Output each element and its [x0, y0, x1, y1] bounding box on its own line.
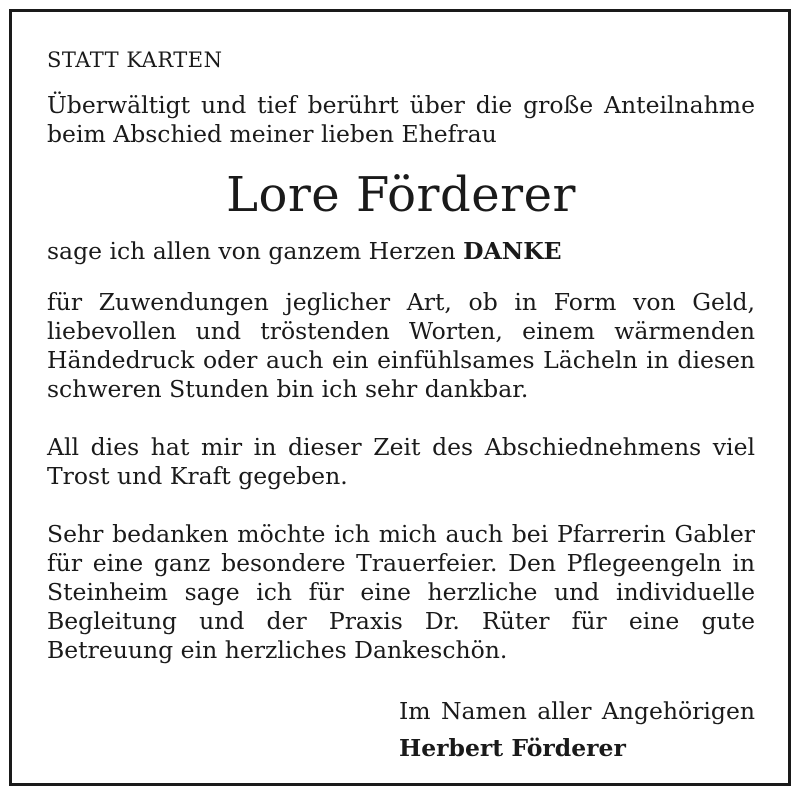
paragraph-acknowledgements: Sehr bedanken möchte ich mich auch bei Pfarrerin Gabler für eine ganz besondere Trauerfeier. Den Pflegeengeln in Steinheim sage ich für eine herzliche und individuelle Begleitung und der Praxis Dr. Rüter für eine gute Betreuung ein herzliches Dankeschön.	[47, 520, 755, 664]
thanks-line	[47, 237, 755, 266]
signature-name: Herbert Förderer	[399, 734, 626, 762]
paragraph-comfort: All dies hat mir in dieser Zeit des Abschiednehmens viel Trost und Kraft gegeben.	[47, 433, 755, 490]
closing-line: Im Namen aller Angehörigen	[399, 697, 755, 725]
notice-content	[47, 46, 755, 763]
signature-block	[399, 697, 755, 763]
notice-header: STATT KARTEN	[47, 48, 223, 72]
intro-line-1: Überwältigt und tief berührt über die große Anteilnahme	[47, 91, 755, 119]
thanks-word: DANKE	[463, 237, 562, 265]
thanks-prefix: sage ich allen von ganzem Herzen	[47, 237, 464, 265]
deceased-name: Lore Förderer	[226, 167, 576, 223]
intro-line-2: beim Abschied meiner lieben Ehefrau	[47, 120, 497, 148]
notice-frame	[9, 9, 791, 786]
paragraph-gratitude: für Zuwendungen jeglicher Art, ob in Form von Geld, liebevollen und tröstenden Worten, einem wärmenden Händedruck oder auch ein einfühlsames Lächeln in diesen schweren Stunden bin ich sehr dankbar.	[47, 288, 755, 403]
